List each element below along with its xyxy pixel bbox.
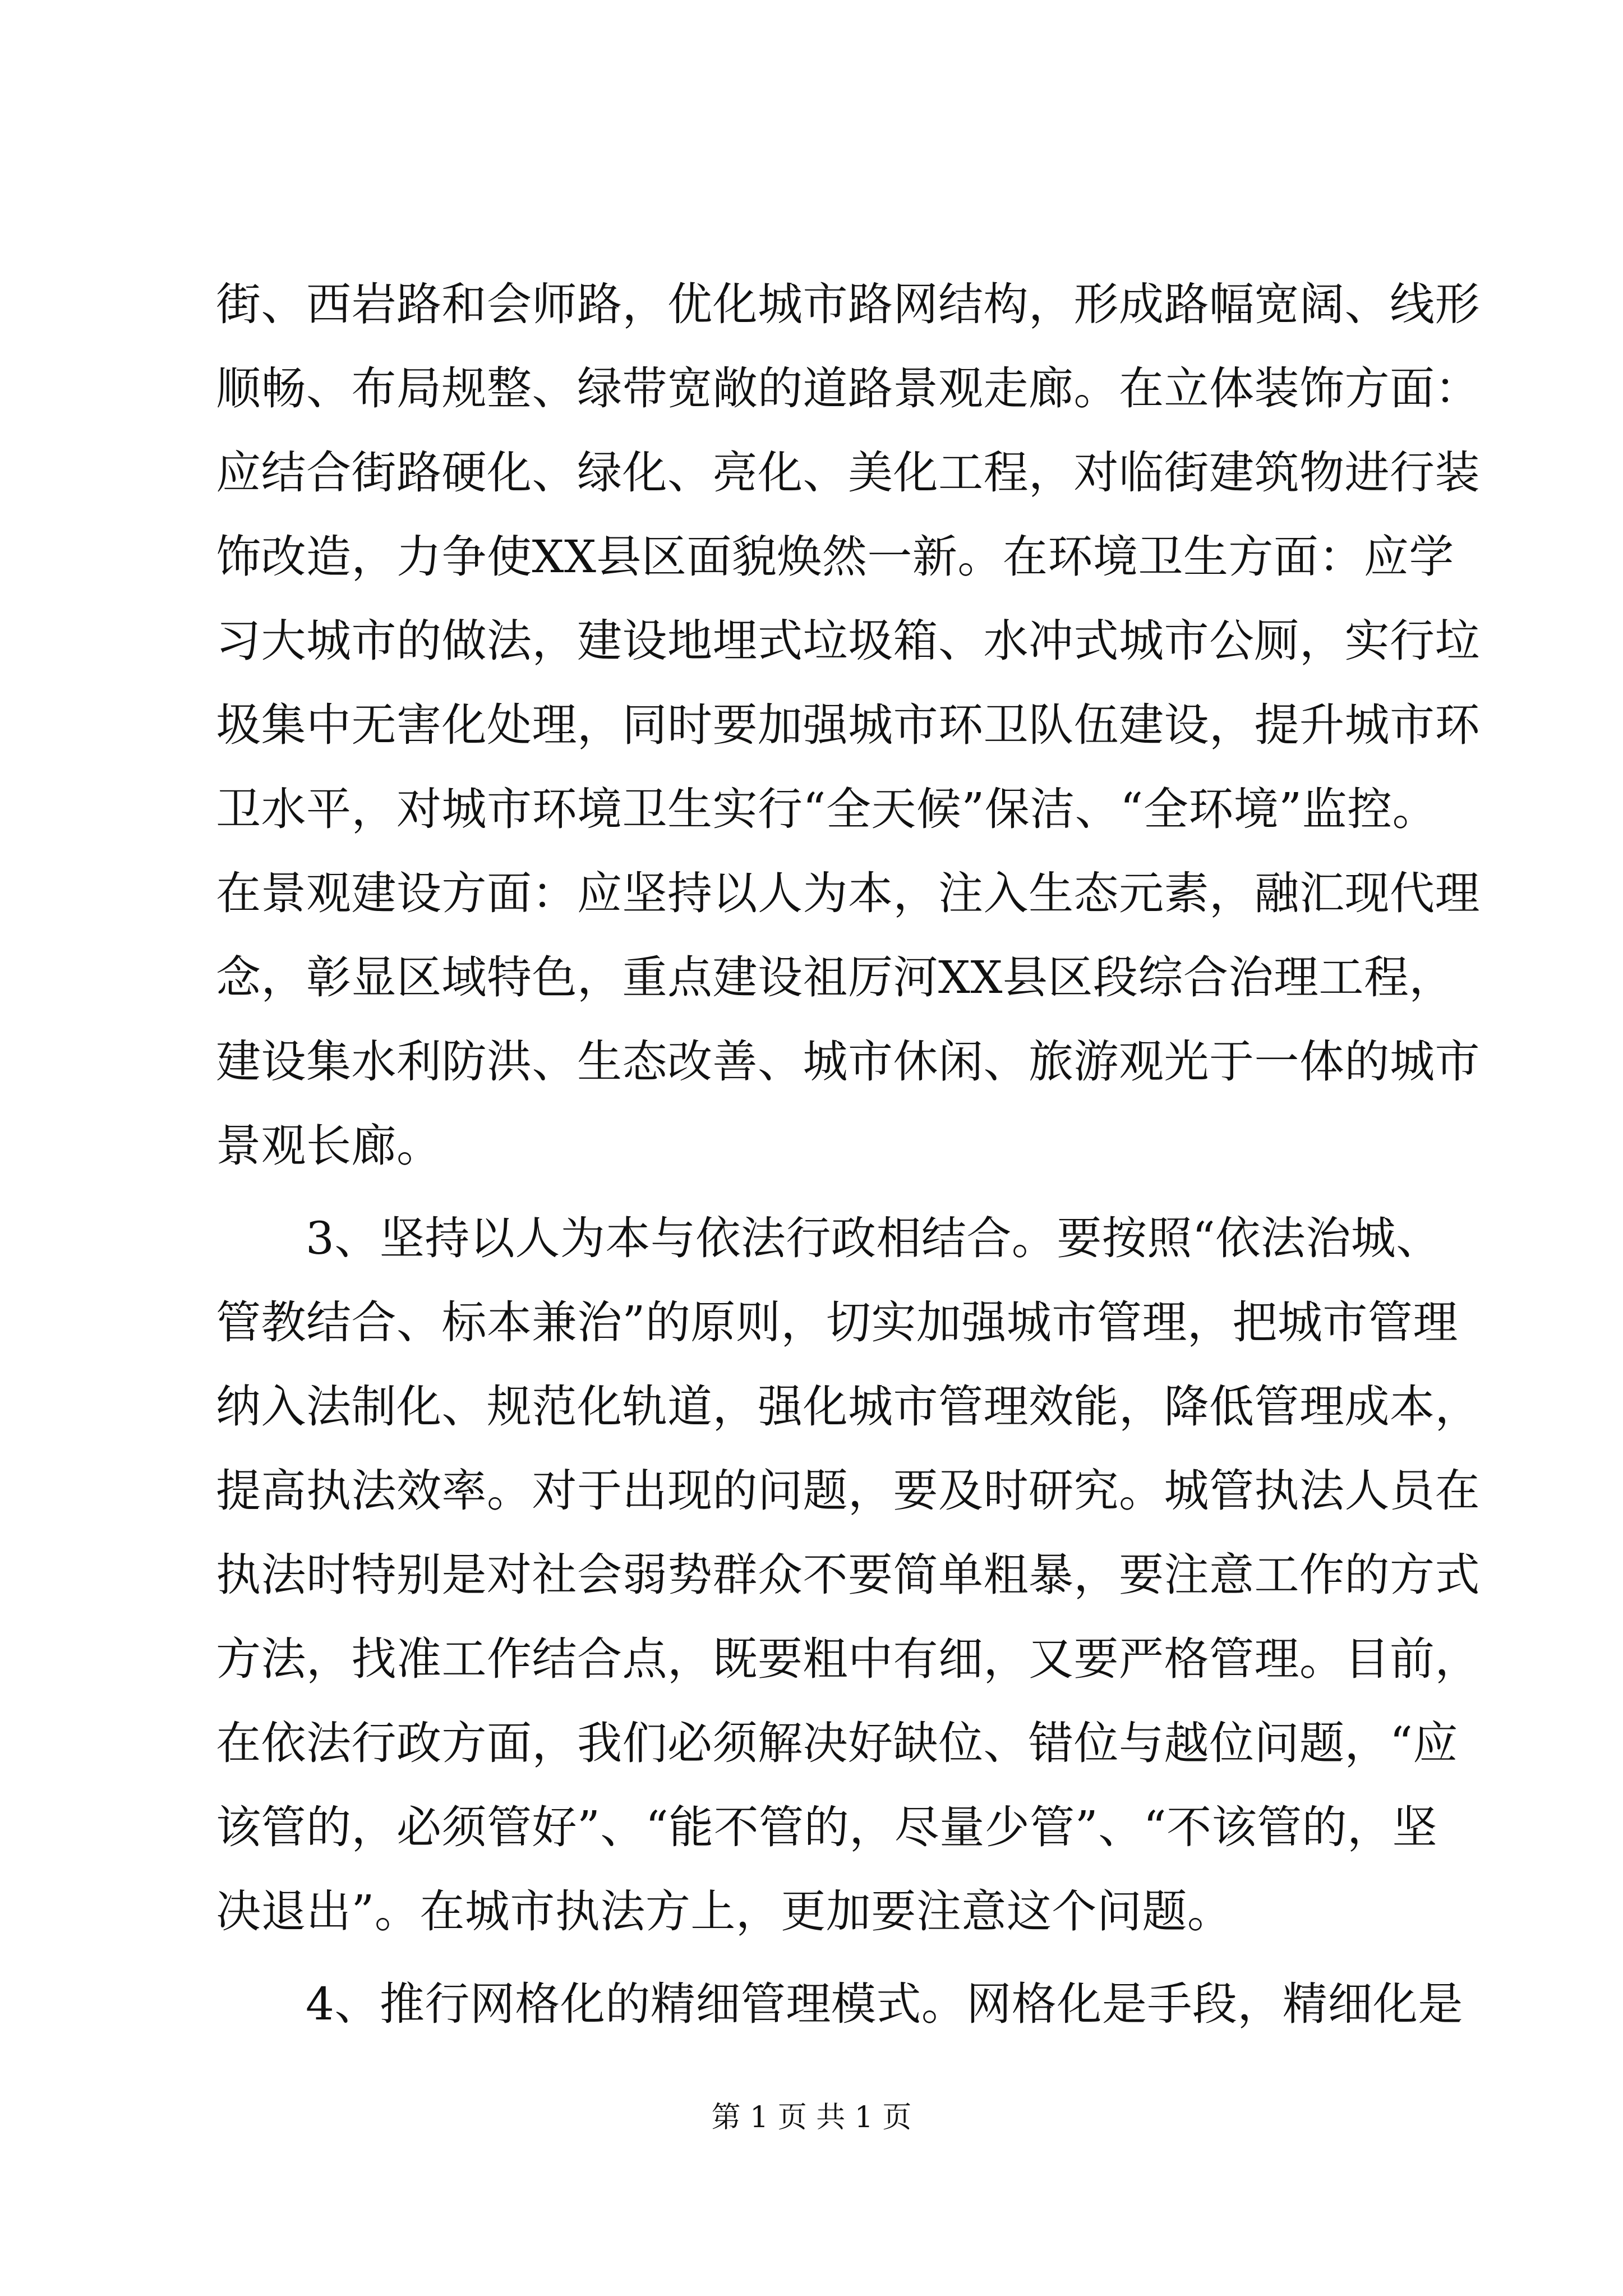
text-line: 念，彰显区域特色，重点建设祖厉河XX县区段综合治理工程， bbox=[216, 951, 1454, 1004]
text-line: 执法时特别是对社会弱势群众不要简单粗暴，要注意工作的方式 bbox=[216, 1549, 1480, 1601]
document-body bbox=[216, 263, 1480, 2046]
page-footer bbox=[0, 2098, 1623, 2137]
page-number-label: 第 1 页 共 1 页 bbox=[711, 2101, 912, 2134]
text-line: 卫水平，对城市环境卫生实行“全天候”保洁、“全环境”监控。 bbox=[216, 783, 1438, 835]
text-line: 方法，找准工作结合点，既要粗中有细，又要严格管理。目前， bbox=[216, 1633, 1480, 1685]
text-line: 街、西岩路和会师路，优化城市路网结构，形成路幅宽阔、线形 bbox=[216, 278, 1480, 330]
text-line: 建设集水利防洪、生态改善、城市休闲、旅游观光于一体的城市 bbox=[216, 1036, 1480, 1088]
text-line: 在景观建设方面：应坚持以人为本，注入生态元素，融汇现代理 bbox=[216, 867, 1480, 919]
text-line: 决退出”。在城市执法方上，更加要注意这个问题。 bbox=[216, 1885, 1233, 1938]
text-line: 饰改造，力争使XX县区面貌焕然一新。在环境卫生方面：应学 bbox=[216, 531, 1454, 583]
text-line: 该管的，必须管好”、“能不管的，尽量少管”、“不该管的，坚 bbox=[216, 1801, 1438, 1853]
paragraph-2 bbox=[216, 1197, 1480, 1954]
text-line: 习大城市的做法，建设地埋式垃圾箱、水冲式城市公厕，实行垃 bbox=[216, 615, 1480, 667]
text-line: 圾集中无害化处理，同时要加强城市环卫队伍建设，提升城市环 bbox=[216, 699, 1480, 751]
text-line: 景观长廊。 bbox=[216, 1120, 442, 1172]
text-line: 4、推行网格化的精细管理模式。网格化是手段，精细化是 bbox=[306, 1978, 1463, 2030]
paragraph-1 bbox=[216, 263, 1480, 1188]
paragraph-3 bbox=[216, 1962, 1463, 2046]
text-line: 管教结合、标本兼治”的原则，切实加强城市管理，把城市管理 bbox=[216, 1296, 1458, 1349]
text-line: 顺畅、布局规整、绿带宽敞的道路景观走廊。在立体装饰方面： bbox=[216, 362, 1480, 415]
text-line: 应结合街路硬化、绿化、亮化、美化工程，对临街建筑物进行装 bbox=[216, 447, 1480, 499]
text-line: 提高执法效率。对于出现的问题，要及时研究。城管执法人员在 bbox=[216, 1465, 1480, 1517]
text-line: 纳入法制化、规范化轨道，强化城市管理效能，降低管理成本， bbox=[216, 1381, 1480, 1433]
text-line: 在依法行政方面，我们必须解决好缺位、错位与越位问题，“应 bbox=[216, 1717, 1458, 1769]
text-line: 3、坚持以人为本与依法行政相结合。要按照“依法治城、 bbox=[306, 1212, 1441, 1264]
